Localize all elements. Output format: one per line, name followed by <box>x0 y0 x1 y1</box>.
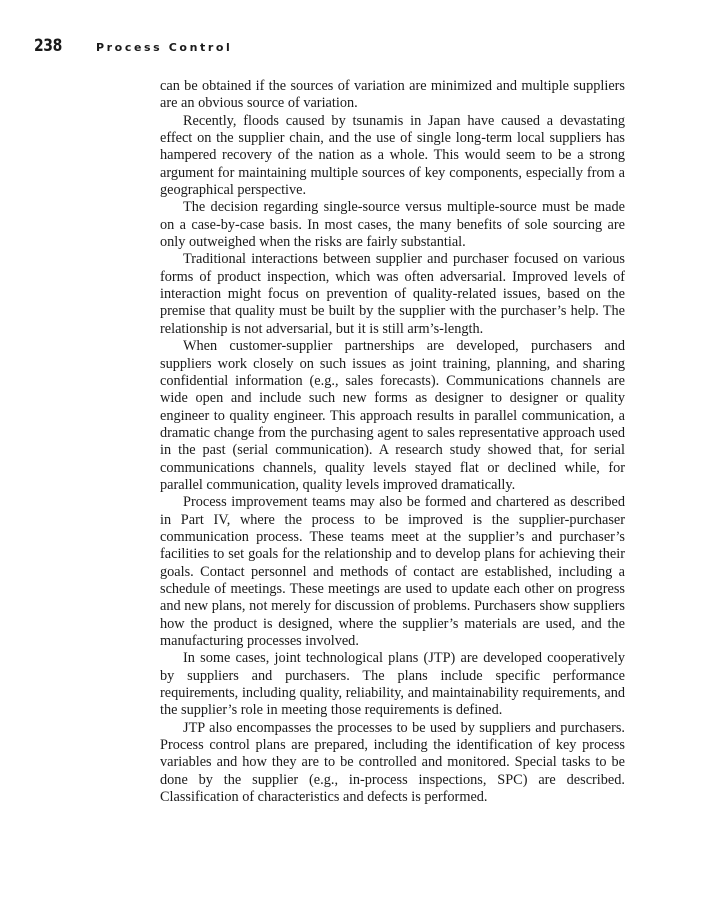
paragraph-continuation: can be obtained if the sources of variation are minimized and multiple suppliers are an obvious source of variation. <box>160 78 625 112</box>
paragraph-partnerships: When customer-supplier partnerships are developed, purchasers and suppliers work closely on such issues as joint training, planning, and sharing confidential information (e.g., sales forecasts). Communications channels are wide open and include such new forms as designer to designer or quality engineer to quality engineer. This approach results in parallel communication, a dramatic change from the purchasing agent to sales representative approach used in the past (serial communication). A research study showed that, for serial communications channels, quality levels stayed flat or declined while, for parallel communication, quality levels improved dramatically. <box>160 338 625 493</box>
section-title: Process Control <box>96 41 233 54</box>
paragraph-traditional-interactions: Traditional interactions between supplier and purchaser focused on various forms of product inspection, which was often adversarial. Improved levels of interaction might focus on prevention of quality-related issues, based on the premise that quality must be built by the supplier with the purchaser’s help. The relationship is not adversarial, but it is still arm’s-length. <box>160 251 625 337</box>
paragraph-tsunami-floods: Recently, floods caused by tsunamis in Japan have caused a devastating effect on the supplier chain, and the use of single long-term local suppliers has hampered recovery of the nation as a whole. This would seem to be a strong argument for maintaining multiple sources of key components, especially from a geographical perspective. <box>160 112 625 199</box>
paragraph-sourcing-decision: The decision regarding single-source versus multiple-source must be made on a case-by-case basis. In most cases, the many benefits of sole sourcing are only outweighed when the risks are fairly substantial. <box>160 199 625 251</box>
body-text <box>160 78 625 806</box>
page-number: 238 <box>34 36 62 56</box>
running-head <box>34 36 232 58</box>
paragraph-joint-plans: In some cases, joint technological plans (JTP) are developed cooperatively by suppliers and purchasers. The plans include specific performance requirements, including quality, reliability, and maintainability requirements, and the supplier’s role in meeting those requirements is defined. <box>160 650 625 719</box>
paragraph-improvement-teams: Process improvement teams may also be formed and chartered as described in Part IV, where the process to be improved is the supplier-purchaser communication process. These teams meet at the supplier’s and purchaser’s facilities to set goals for the relationship and to develop plans for achieving their goals. Contact personnel and methods of contact are established, including a schedule of meetings. These meetings are used to update each other on progress and new plans, not merely for discussion of problems. Purchasers show suppliers how the product is designed, where the supplier’s materials are used, and the manufacturing processes involved. <box>160 494 625 649</box>
paragraph-jtp-processes: JTP also encompasses the processes to be used by suppliers and purchasers. Process control plans are prepared, including the identification of key process variables and how they are to be controlled and monitored. Special tasks to be done by the supplier (e.g., in-process inspections, SPC) are described. Classification of characteristics and defects is performed. <box>160 719 625 806</box>
